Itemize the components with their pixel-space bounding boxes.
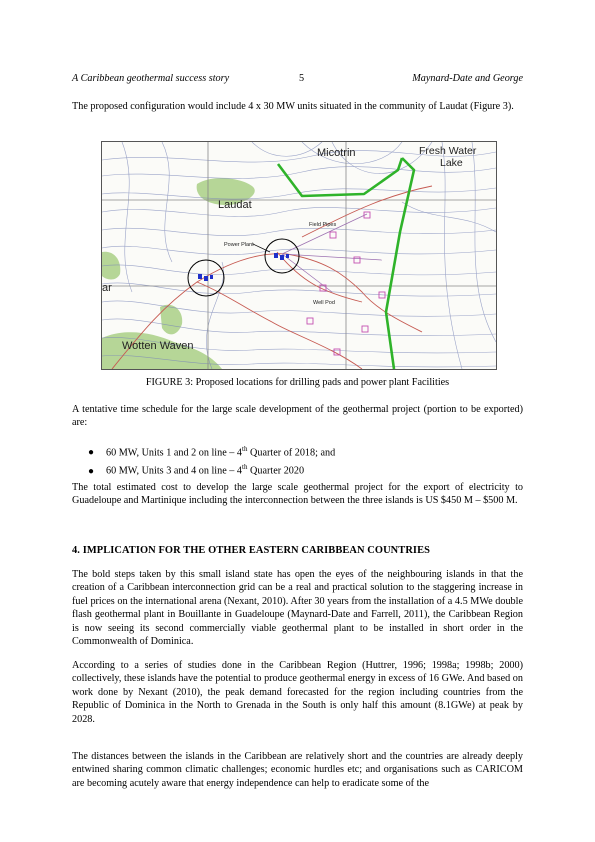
label-well-pad: Well Pod: [313, 300, 335, 306]
label-fresh-water: Fresh Water: [419, 145, 477, 157]
label-lake: Lake: [440, 157, 463, 169]
bullet-icon: ●: [88, 465, 95, 477]
schedule-paragraph: A tentative time schedule for the large scale development of the geothermal project (portion to be exported) are:: [72, 404, 523, 429]
page-number: 5: [299, 73, 305, 84]
bullet-text: 60 MW, Units 3 and 4 on line – 4th Quarter 2020: [106, 463, 305, 477]
bullet-icon: ●: [88, 447, 95, 459]
running-header: [72, 73, 523, 87]
figure-3-map: [101, 141, 497, 370]
header-authors: Maynard-Date and George: [412, 73, 523, 84]
map-svg: [102, 142, 496, 369]
figure-caption: FIGURE 3: Proposed locations for drilling pads and power plant Facilities: [145, 377, 450, 388]
cost-paragraph: The total estimated cost to develop the large scale geothermal project for the export of electricity to Guadeloupe and Martinique including the interconnection between the three islands is US $450 M – $500 M.: [72, 482, 523, 507]
intro-paragraph: The proposed configuration would include 4 x 30 MW units situated in the community of Laudat (Figure 3).: [72, 101, 514, 112]
list-item: [88, 442, 335, 460]
header-title: A Caribbean geothermal success story: [72, 73, 230, 84]
label-wotten-waven: Wotten Waven: [122, 340, 194, 352]
section-heading: 4. IMPLICATION FOR THE OTHER EASTERN CARIBBEAN COUNTRIES: [72, 545, 430, 556]
label-laudat: Laudat: [218, 199, 252, 211]
body-paragraph: The bold steps taken by this small island state has open the eyes of the neighbouring islands in that the creation of a Caribbean interconnection grid can be a real and practical solution to the staggering increase in fuel prices on the international arena (Nexant, 2010). After 30 years from the installation of a 4.5 MWe double flash geothermal plant in Bouillante in Guadeloupe (Maynard-Date and Farrell, 2011), the Caribbean Region is now seeing its second commercially viable geothermal plant to be installed in short order in the Commonwealth of Dominica.: [72, 569, 523, 648]
bullet-text: 60 MW, Units 1 and 2 on line – 4th Quarter of 2018; and: [106, 445, 336, 459]
label-power-plant: Power Plant: [224, 242, 254, 248]
label-edge-fragment: ar: [102, 282, 112, 294]
label-micotrin: Micotrin: [317, 147, 356, 159]
schedule-list: [88, 442, 335, 479]
body-paragraph: According to a series of studies done in the Caribbean Region (Huttrer, 1996; 1998a; 1998b; 2000) collectively, these islands have the potential to produce geothermal energy in excess of 16 GWe. And based on work done by Nexant (2010), the peak demand forecasted for the region including countries from the Republic of Dominica in the North to Grenada in the South is only half this amount (8.1GWe) at peak by 2028.: [72, 660, 523, 725]
list-item: [88, 460, 335, 478]
body-paragraph: The distances between the islands in the Caribbean are relatively short and the countries are already deeply entwined sharing common climatic challenges; economic hurdles etc; and organisations such as CARICOM are becoming acutely aware that energy independence can help to eradicate some of the: [72, 751, 523, 789]
label-field-pipes: Field Pipes: [309, 222, 337, 228]
